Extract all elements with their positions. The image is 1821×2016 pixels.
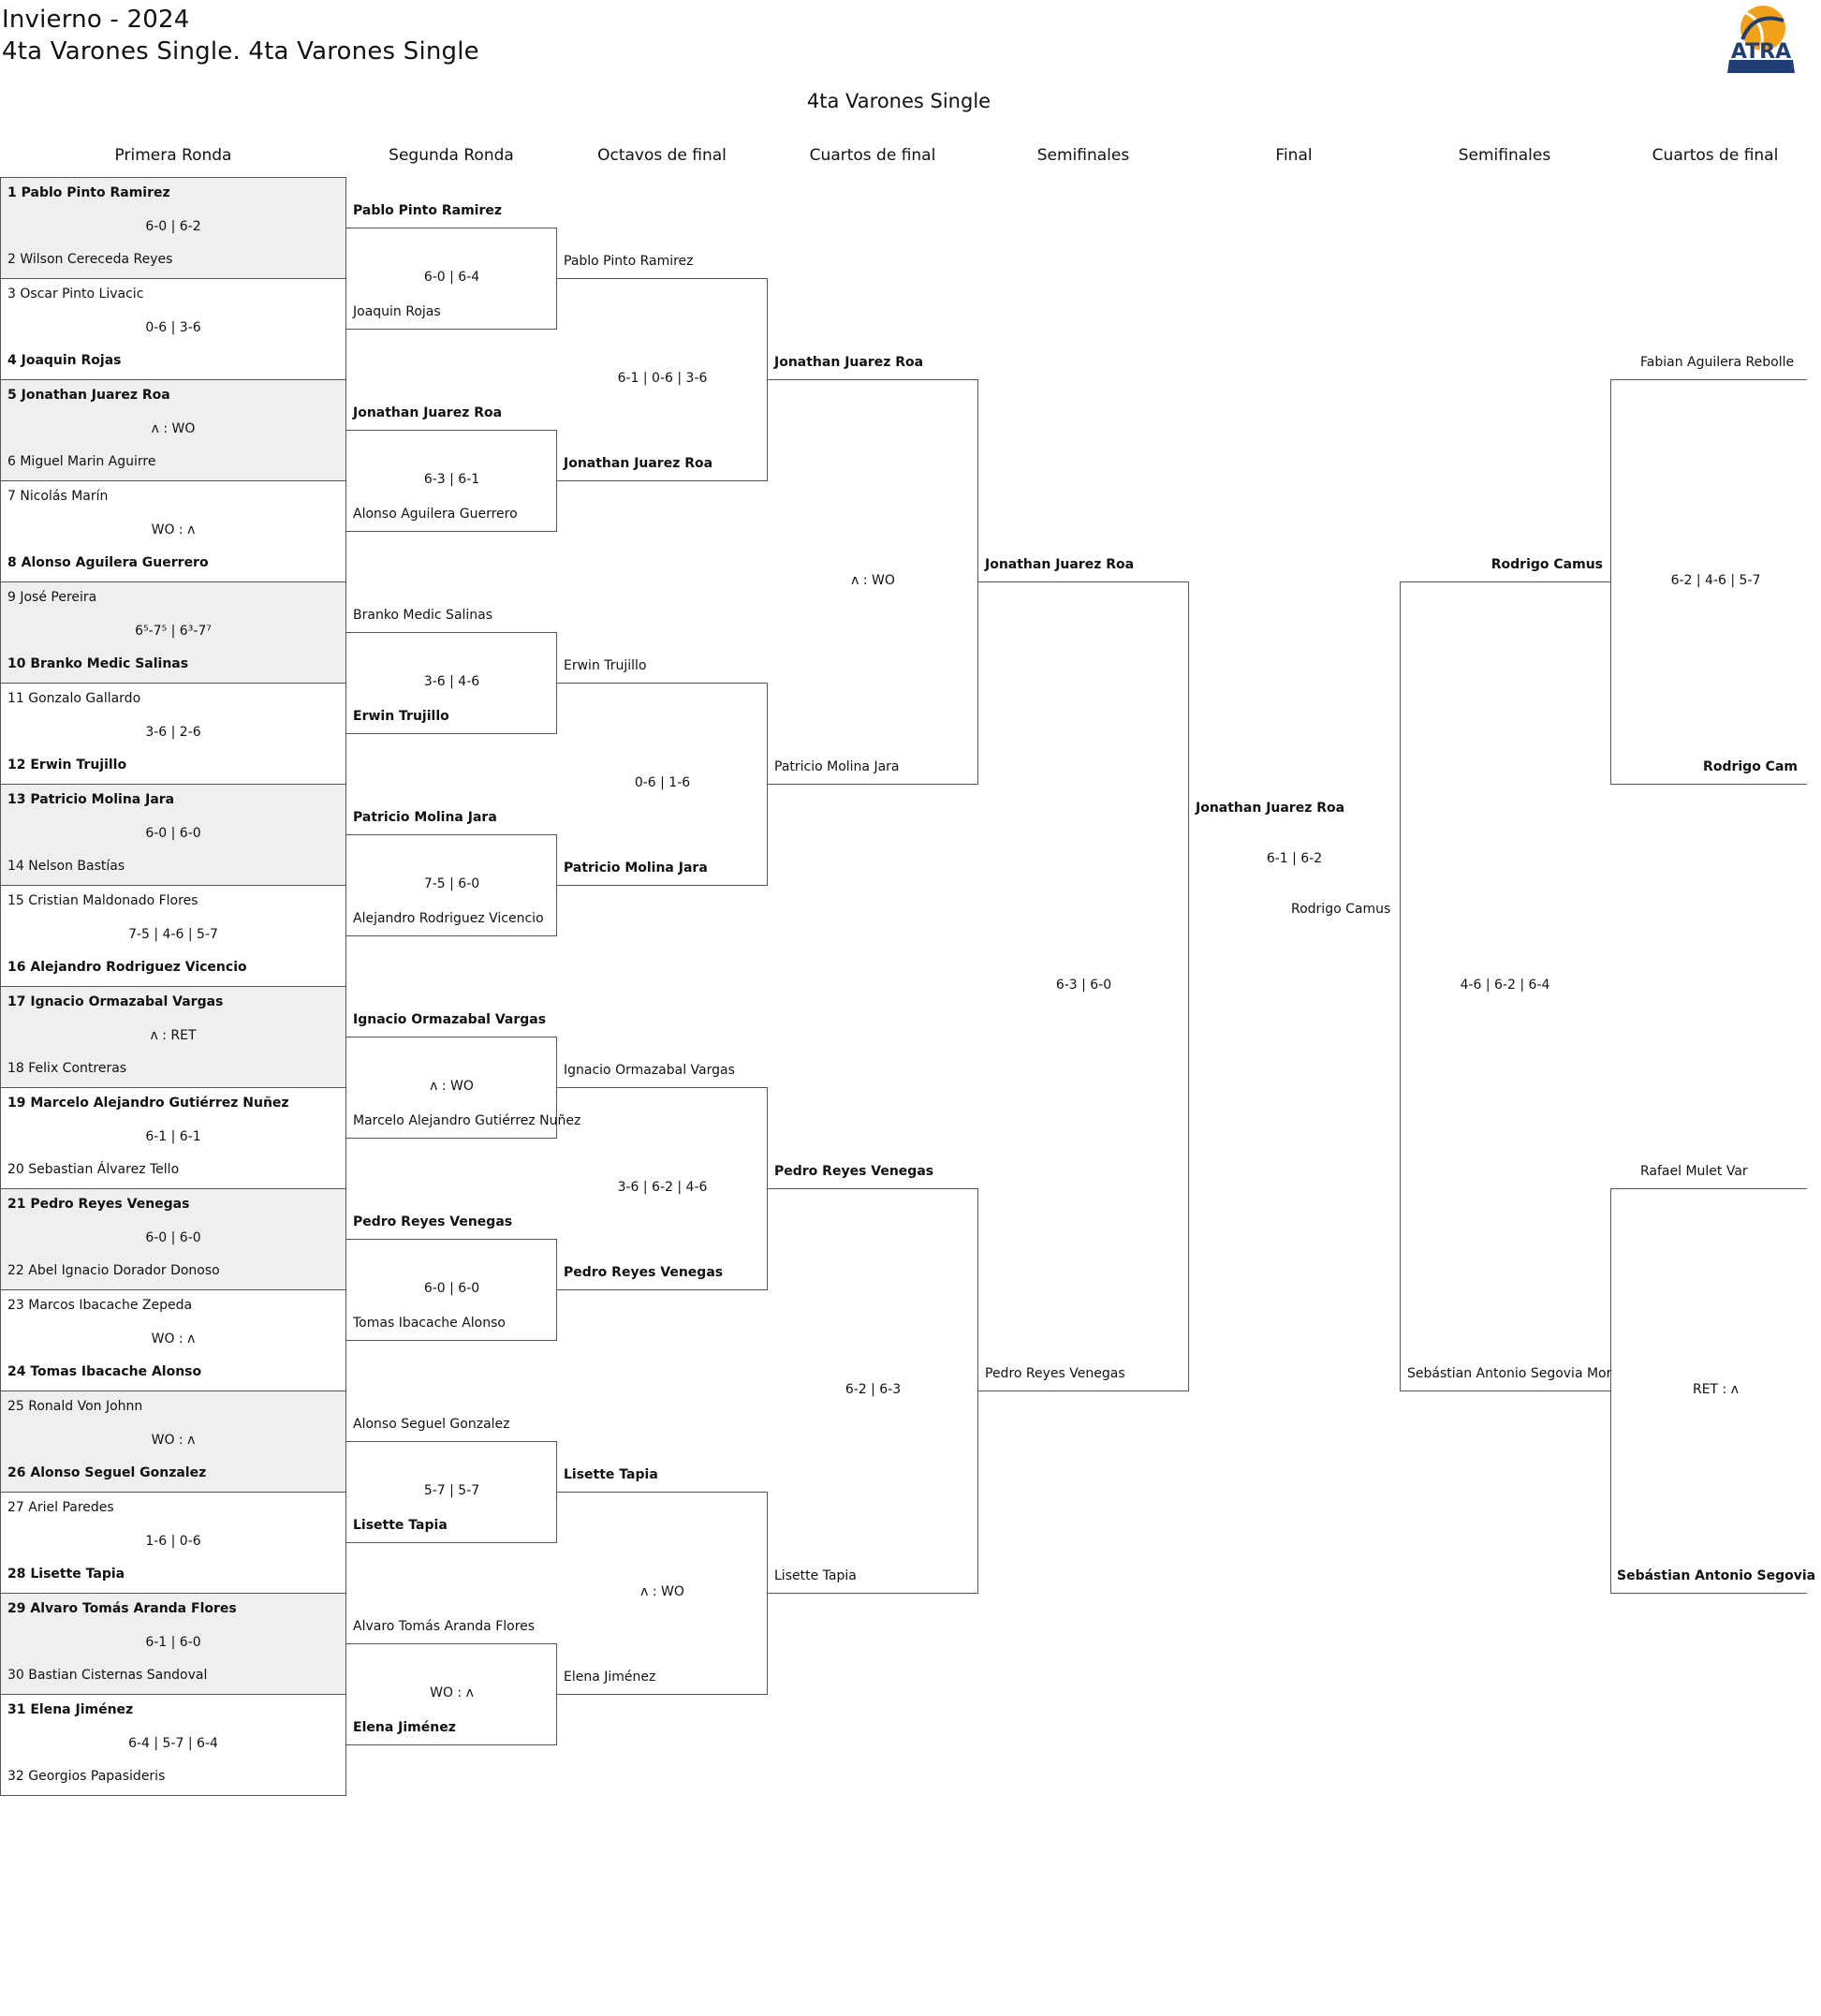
match-score: 6⁵-7⁵ | 6³-7⁷	[135, 624, 212, 639]
match-score: 6-0 | 6-0	[145, 1230, 201, 1245]
player-name[interactable]: 24 Tomas Ibacache Alonso	[7, 1364, 202, 1379]
match-score: 6-4 | 5-7 | 6-4	[128, 1736, 218, 1751]
player-name[interactable]: 1 Pablo Pinto Ramirez	[7, 185, 170, 200]
match-score: 0-6 | 3-6	[145, 320, 201, 335]
player-name[interactable]: Pedro Reyes Venegas	[774, 1164, 934, 1179]
match-score: 6-0 | 6-2	[145, 219, 201, 234]
draw-title: 4ta Varones Single	[806, 90, 991, 112]
player-name[interactable]: 27 Ariel Paredes	[7, 1500, 114, 1515]
match-score: ʌ : WO	[640, 1584, 684, 1599]
player-name[interactable]: Jonathan Juarez Roa	[774, 355, 924, 370]
player-name[interactable]: Ignacio Ormazabal Vargas	[564, 1063, 735, 1078]
match-score: 7-5 | 4-6 | 5-7	[128, 927, 218, 942]
player-name[interactable]: 13 Patricio Molina Jara	[7, 792, 175, 807]
player-name[interactable]: 14 Nelson Bastías	[7, 859, 125, 874]
player-name[interactable]: 8 Alonso Aguilera Guerrero	[7, 555, 209, 570]
player-name[interactable]: Ignacio Ormazabal Vargas	[353, 1012, 547, 1027]
player-name[interactable]: Rodrigo Camus	[1291, 902, 1391, 917]
round-header-0: Primera Ronda	[114, 146, 232, 165]
page-title: Invierno - 2024	[2, 6, 190, 34]
player-name[interactable]: Patricio Molina Jara	[774, 759, 900, 774]
player-name[interactable]: Alejandro Rodriguez Vicencio	[353, 911, 544, 926]
player-name[interactable]: Rafael Mulet Var	[1640, 1164, 1748, 1179]
match-score: 1-6 | 0-6	[145, 1534, 201, 1549]
player-name[interactable]: 18 Felix Contreras	[7, 1061, 127, 1076]
match-score: 6-3 | 6-1	[423, 472, 480, 487]
player-name[interactable]: Pablo Pinto Ramirez	[564, 254, 694, 269]
page-subtitle: 4ta Varones Single. 4ta Varones Single	[2, 37, 479, 66]
match-score: 4-6 | 6-2 | 6-4	[1460, 978, 1550, 993]
player-name[interactable]: Sebástian Antonio Segovia	[1617, 1568, 1816, 1583]
player-name[interactable]: Patricio Molina Jara	[564, 861, 708, 876]
match-score: 6-1 | 6-2	[1266, 851, 1323, 866]
player-name[interactable]: Branko Medic Salinas	[353, 608, 493, 623]
player-name[interactable]: Alonso Aguilera Guerrero	[353, 507, 518, 522]
player-name[interactable]: Lisette Tapia	[564, 1467, 658, 1482]
logo-text: ATRA	[1730, 40, 1792, 64]
match-score: ʌ : WO	[430, 1079, 474, 1094]
player-name[interactable]: Alonso Seguel Gonzalez	[353, 1417, 510, 1432]
round-header-3: Cuartos de final	[809, 146, 936, 165]
player-name[interactable]: 21 Pedro Reyes Venegas	[7, 1197, 190, 1212]
player-name[interactable]: 12 Erwin Trujillo	[7, 758, 127, 773]
player-name[interactable]: 17 Ignacio Ormazabal Vargas	[7, 994, 224, 1009]
player-name[interactable]: Elena Jiménez	[353, 1720, 456, 1735]
player-name[interactable]: 25 Ronald Von Johnn	[7, 1399, 143, 1414]
player-name[interactable]: Lisette Tapia	[353, 1518, 448, 1533]
player-name[interactable]: Erwin Trujillo	[564, 658, 647, 673]
player-name[interactable]: 22 Abel Ignacio Dorador Donoso	[7, 1263, 220, 1278]
player-name[interactable]: Jonathan Juarez Roa	[564, 456, 713, 471]
player-name[interactable]: Pablo Pinto Ramirez	[353, 203, 503, 218]
atra-logo	[1726, 2, 1797, 77]
match-score: ʌ : WO	[851, 573, 895, 588]
player-name[interactable]: Rodrigo Cam	[1703, 759, 1798, 774]
match-score: 6-2 | 6-3	[844, 1382, 902, 1397]
player-name[interactable]: 2 Wilson Cereceda Reyes	[7, 252, 173, 267]
player-name[interactable]: 20 Sebastian Álvarez Tello	[7, 1162, 180, 1177]
match-score: RET : ʌ	[1692, 1382, 1740, 1397]
player-name[interactable]: Erwin Trujillo	[353, 709, 449, 724]
player-name[interactable]: 31 Elena Jiménez	[7, 1702, 134, 1717]
match-score: 6-1 | 6-0	[145, 1635, 201, 1650]
player-name[interactable]: 28 Lisette Tapia	[7, 1567, 125, 1582]
player-name[interactable]: 19 Marcelo Alejandro Gutiérrez Nuñez	[7, 1096, 289, 1111]
round-header-2: Octavos de final	[597, 146, 727, 165]
match-score: 3-6 | 4-6	[423, 674, 480, 689]
match-score: 7-5 | 6-0	[423, 876, 480, 891]
match-score: 5-7 | 5-7	[423, 1483, 480, 1498]
round-header-4: Semifinales	[1036, 146, 1130, 165]
player-name[interactable]: Jonathan Juarez Roa	[353, 405, 503, 420]
match-score: 0-6 | 1-6	[634, 775, 691, 790]
player-name[interactable]: Elena Jiménez	[564, 1670, 656, 1685]
player-name[interactable]: Pedro Reyes Venegas	[985, 1366, 1125, 1381]
player-name[interactable]: 32 Georgios Papasideris	[7, 1769, 166, 1784]
player-name[interactable]: 6 Miguel Marin Aguirre	[7, 454, 156, 469]
player-name[interactable]: 10 Branko Medic Salinas	[7, 656, 189, 671]
player-name[interactable]: Pedro Reyes Venegas	[564, 1265, 724, 1280]
round-header-7: Cuartos de final	[1652, 146, 1779, 165]
match-score: WO : ʌ	[151, 1332, 196, 1346]
match-score: WO : ʌ	[151, 1433, 196, 1448]
player-name[interactable]: Pedro Reyes Venegas	[353, 1214, 513, 1229]
player-name[interactable]: Jonathan Juarez Roa	[1196, 801, 1345, 816]
round-header-1: Segunda Ronda	[389, 146, 514, 165]
match-score: ʌ : WO	[151, 421, 196, 436]
round-header-6: Semifinales	[1458, 146, 1551, 165]
player-name[interactable]: 26 Alonso Seguel Gonzalez	[7, 1465, 207, 1480]
player-name[interactable]: 11 Gonzalo Gallardo	[7, 691, 141, 706]
player-name[interactable]: 9 José Pereira	[7, 590, 97, 605]
player-name[interactable]: 15 Cristian Maldonado Flores	[7, 893, 198, 908]
player-name[interactable]: Sebástian Antonio Segovia Mor	[1407, 1366, 1612, 1381]
player-name[interactable]: Patricio Molina Jara	[353, 810, 497, 825]
player-name[interactable]: Alvaro Tomás Aranda Flores	[353, 1619, 536, 1634]
round-header-5: Final	[1275, 146, 1313, 165]
match-score: WO : ʌ	[430, 1685, 474, 1700]
match-score: 6-0 | 6-4	[423, 270, 480, 285]
player-name[interactable]: 5 Jonathan Juarez Roa	[7, 388, 170, 403]
player-name[interactable]: 7 Nicolás Marín	[7, 489, 109, 504]
player-name[interactable]: 4 Joaquin Rojas	[7, 353, 122, 368]
player-name[interactable]: Rodrigo Camus	[1491, 557, 1603, 572]
match-score: ʌ : RET	[150, 1028, 197, 1043]
match-score: 6-3 | 6-0	[1055, 978, 1112, 993]
player-name[interactable]: 29 Alvaro Tomás Aranda Flores	[7, 1601, 237, 1616]
match-score: 6-0 | 6-0	[145, 826, 201, 841]
match-score: 6-1 | 0-6 | 3-6	[617, 371, 708, 386]
player-name[interactable]: Tomas Ibacache Alonso	[353, 1316, 506, 1331]
player-name[interactable]: 30 Bastian Cisternas Sandoval	[7, 1668, 208, 1683]
player-name[interactable]: 3 Oscar Pinto Livacic	[7, 287, 144, 302]
player-name[interactable]: 16 Alejandro Rodriguez Vicencio	[7, 960, 247, 975]
player-name[interactable]: Fabian Aguilera Rebolle	[1640, 355, 1795, 370]
match-score: 3-6 | 2-6	[145, 725, 201, 740]
match-score: 6-0 | 6-0	[423, 1281, 480, 1296]
player-name[interactable]: Joaquin Rojas	[353, 304, 441, 319]
player-name[interactable]: Marcelo Alejandro Gutiérrez Nuñez	[353, 1113, 581, 1128]
match-score: WO : ʌ	[151, 522, 196, 537]
match-score: 6-2 | 4-6 | 5-7	[1670, 573, 1761, 588]
player-name[interactable]: 23 Marcos Ibacache Zepeda	[7, 1298, 193, 1313]
player-name[interactable]: Jonathan Juarez Roa	[985, 557, 1135, 572]
player-name[interactable]: Lisette Tapia	[774, 1568, 857, 1583]
match-score: 6-1 | 6-1	[145, 1129, 201, 1144]
match-score: 3-6 | 6-2 | 4-6	[617, 1180, 708, 1195]
